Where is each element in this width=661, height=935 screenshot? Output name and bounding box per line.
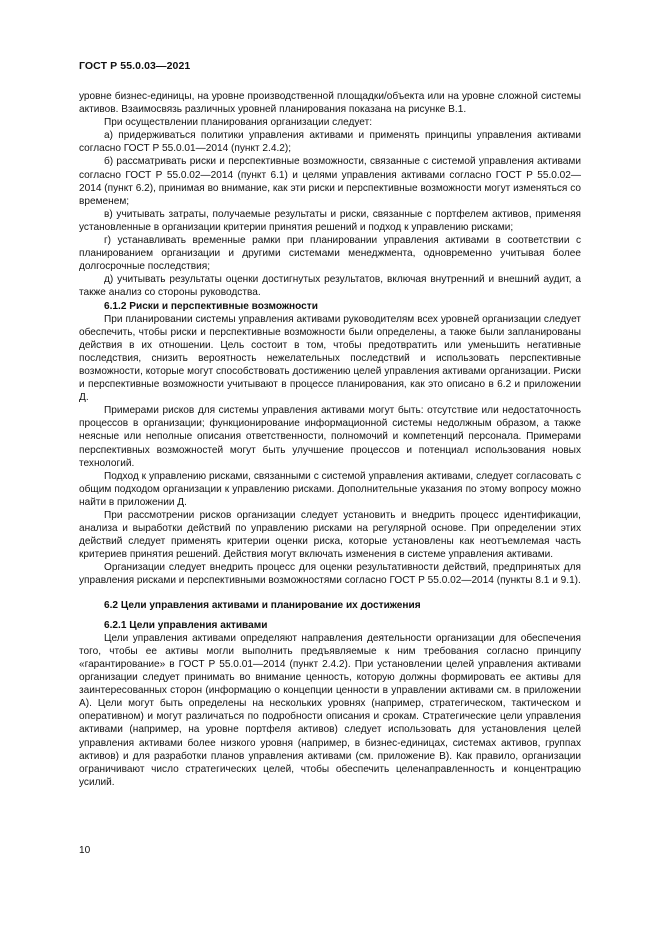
paragraph-objectives: Цели управления активами определяют направления деятельности организации для обеспечения того, чтобы ее активы могли выполнить предъявляемые к ним требования согласно принципу «гарантирование» в ГОСТ Р 55.0.01—2014 (пункт 2.4.2). При установлении целей управления активами организации следует принимать во внимание ценность, которую должны формировать ее активы для заинтересованных сторон (информацию о концепции ценности в управлении активами см. в приложении А). Цели могут быть определены на нескольких уровнях (например, стратегическом, тактическом и оперативном) и могут различаться по подробности описания и срокам. Стратегические цели управления активами (например, на уровне портфеля активов) следует использовать для установления целей управления активами более низкого уровня (например, в бизнес-единицах, системах активов, группах активов) и для разработки планов управления активами (см. приложение В). Как правило, организации ограничивают число стратегических целей, чтобы обеспечить целенаправленность и концентрацию усилий. xyxy=(79,632,581,788)
paragraph-effectiveness: Организации следует внедрить процесс для оценки результативности действий, предпринятых для управления рисками и перспективными возможностями согласно ГОСТ Р 55.0.02—2014 (пункты 8.1 и 9.1). xyxy=(79,562,581,587)
paragraph-planning-intro: При осуществлении планирования организации следует: xyxy=(104,117,373,129)
list-item-v: в) учитывать затраты, получаемые результаты и риски, связанные с портфелем активов, применяя установленные в организации критерии принятия решений и подход к управлению рисками; xyxy=(79,208,581,233)
list-item-b: б) рассматривать риски и перспективные возможности, связанные с системой управления активами согласно ГОСТ Р 55.0.02—2014 (пункт 6.1) и целями управления активами согласно ГОСТ Р 55.0.02—2014 (пункт 6.2), принимая во внимание, как эти риски и перспективные возможности могут изменяться со временем; xyxy=(79,156,581,207)
subsection-heading-6-1-2: 6.1.2 Риски и перспективные возможности xyxy=(104,300,318,312)
list-item-d: д) учитывать результаты оценки достигнутых результатов, включая внутренний и внешний аудит, а также анализ со стороны руководства. xyxy=(79,274,581,299)
paragraph-risk-approach: Подход к управлению рисками, связанными с системой управления активами, следует согласовать с общим подходом организации к управлению рисками. Дополнительные указания по этому вопросу можно найти в приложении Д. xyxy=(79,470,581,508)
paragraph-continuation: уровне бизнес-единицы, на уровне производственной площадки/объекта или на уровне сложной системы активов. Взаимосвязь различных уровней планирования показана на рисунке В.1. xyxy=(79,91,581,116)
document-body xyxy=(79,90,581,789)
section-heading-6-2: 6.2 Цели управления активами и планирование их достижения xyxy=(104,599,421,611)
paragraph-risk-process: При рассмотрении рисков организации следует установить и внедрить процесс идентификации, анализа и выработки действий по управлению рисками на регулярной основе. При определении этих действий следует применять критерии оценки риска, которые установлены как неотъемлемая часть критериев принятия решений. Действия могут включать изменения в системе управления активами. xyxy=(79,510,581,561)
paragraph-risk-examples: Примерами рисков для системы управления активами могут быть: отсутствие или недостаточность процессов в организации; функционирование информационной системы недолжным образом, а также неясные или неполные описания ответственности, полномочий и компетенций персонала. Примерами перспективных возможностей могут быть улучшение процессов и потенциал использования новых технологий. xyxy=(79,405,581,469)
list-item-g: г) устанавливать временные рамки при планировании управления активами в соответствии с планированием организации и другими системами менеджмента, одновременно учитывая более долгосрочные последствия; xyxy=(79,235,581,273)
page-number: 10 xyxy=(79,845,91,856)
subsection-heading-6-2-1: 6.2.1 Цели управления активами xyxy=(104,619,268,631)
document-header: ГОСТ Р 55.0.03—2021 xyxy=(79,60,191,72)
paragraph-risks-planning: При планировании системы управления активами руководителям всех уровней организации следует обеспечить, чтобы риски и перспективные возможности были определены, а также были запланированы действия в их отношении. Цель состоит в том, чтобы предотвратить или уменьшить негативные последствия, снизить вероятность нежелательных последствий и использовать перспективные возможности, которые могут способствовать достижению целей управления активами организации. Риски и перспективные возможности учитывают в процессе планирования, как это описано в 6.2 и приложении Д. xyxy=(79,313,581,404)
list-item-a: а) придерживаться политики управления активами и применять принципы управления активами согласно ГОСТ Р 55.0.01—2014 (пункт 2.4.2); xyxy=(79,130,581,155)
